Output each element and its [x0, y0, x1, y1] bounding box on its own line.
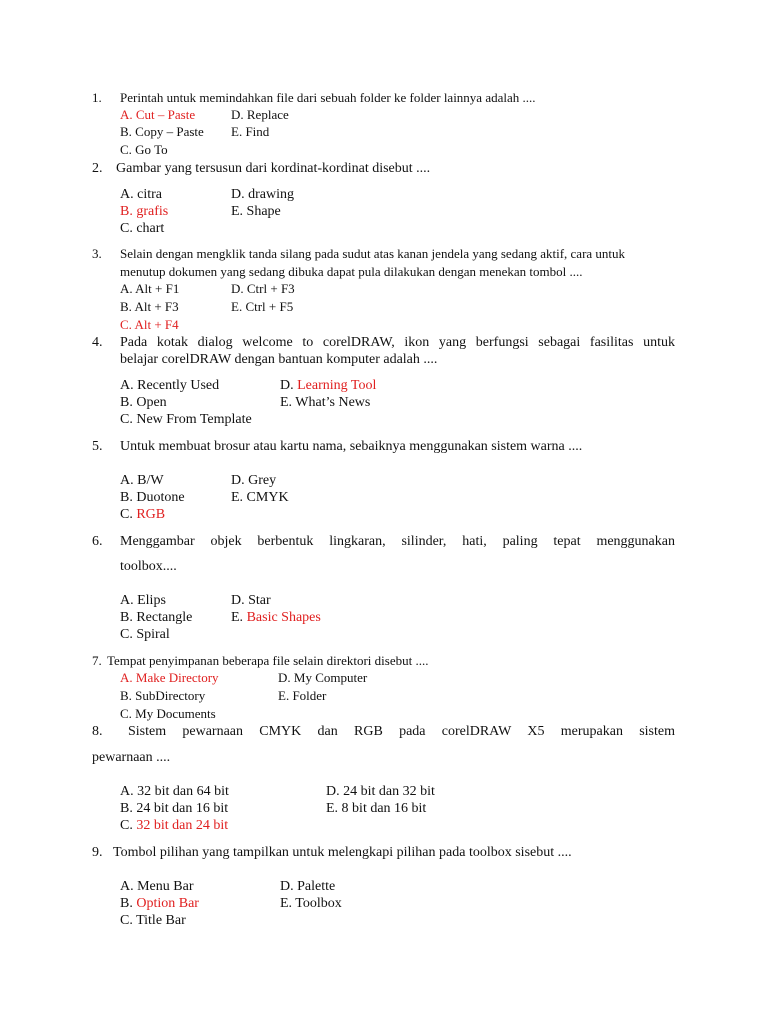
- question-text-line-1: Menggambar objek berbentuk lingkaran, silinder, hati, paling tepat menggunakan: [120, 534, 675, 549]
- question-text-line-2: belajar corelDRAW dengan bantuan komputer adalah ....: [120, 352, 438, 367]
- option-b: [120, 896, 199, 912]
- question-text: Tempat penyimpanan beberapa file selain direktori disebut ....: [107, 653, 429, 668]
- option-d: D. Palette: [280, 879, 336, 894]
- option-d: D. 24 bit dan 32 bit: [326, 784, 435, 799]
- option-c: C. Go To: [120, 142, 168, 157]
- option-d: D. Replace: [231, 107, 289, 122]
- option-c: C. My Documents: [120, 706, 216, 721]
- option-a: A. Make Directory: [120, 670, 219, 685]
- option-prefix: D.: [280, 378, 298, 393]
- option-a: A. Elips: [120, 593, 166, 608]
- option-d: [280, 378, 376, 394]
- option-a: A. citra: [120, 187, 162, 202]
- correct-answer: 32 bit dan 24 bit: [136, 818, 229, 833]
- option-a: A. Cut – Paste: [120, 107, 196, 122]
- question-number: 9.: [92, 845, 103, 860]
- question-text: Perintah untuk memindahkan file dari sebuah folder ke folder lainnya adalah ....: [120, 90, 536, 105]
- question-number: 2.: [92, 161, 103, 176]
- option-prefix: C.: [120, 818, 137, 833]
- question-text: Tombol pilihan yang tampilkan untuk melengkapi pilihan pada toolbox sisebut ....: [113, 845, 572, 860]
- option-e: E. Find: [231, 124, 270, 139]
- option-e: E. Toolbox: [280, 896, 342, 911]
- correct-answer: Learning Tool: [297, 378, 377, 393]
- question-number: 4.: [92, 335, 103, 350]
- option-b: B. Alt + F3: [120, 299, 179, 314]
- option-c: C. New From Template: [120, 412, 252, 427]
- correct-answer: RGB: [136, 507, 166, 522]
- option-a: A. Recently Used: [120, 378, 220, 393]
- option-b: B. SubDirectory: [120, 688, 206, 703]
- option-e: [231, 610, 321, 626]
- option-b: B. Open: [120, 395, 167, 410]
- option-b: B. Duotone: [120, 490, 185, 505]
- option-b: B. Copy – Paste: [120, 124, 204, 139]
- option-d: D. Ctrl + F3: [231, 281, 295, 296]
- question-text: Gambar yang tersusun dari kordinat-kordinat disebut ....: [116, 161, 431, 176]
- question-text-line-1: Selain dengan mengklik tanda silang pada sudut atas kanan jendela yang sedang aktif, cara untuk: [120, 246, 626, 261]
- correct-answer: Option Bar: [136, 896, 199, 911]
- option-a: A. 32 bit dan 64 bit: [120, 784, 229, 799]
- option-prefix: B.: [120, 896, 137, 911]
- option-c: [120, 507, 165, 523]
- option-a: A. Menu Bar: [120, 879, 194, 894]
- question-number: 7.: [92, 653, 102, 668]
- option-c: C. Spiral: [120, 627, 170, 642]
- option-c: C. Title Bar: [120, 913, 186, 928]
- option-a: A. B/W: [120, 473, 164, 488]
- question-number: 3.: [92, 246, 102, 261]
- option-c: C. chart: [120, 221, 165, 236]
- question-number: 1.: [92, 90, 102, 105]
- option-d: D. drawing: [231, 187, 294, 202]
- question-text-line-1: Pada kotak dialog welcome to corelDRAW, ikon yang berfungsi sebagai fasilitas untuk: [120, 335, 675, 350]
- option-e: E. CMYK: [231, 490, 289, 505]
- question-text-line-2: pewarnaan ....: [92, 750, 171, 765]
- option-b: B. 24 bit dan 16 bit: [120, 801, 229, 816]
- option-c: [120, 818, 228, 834]
- option-prefix: C.: [120, 507, 137, 522]
- option-prefix: E.: [231, 610, 247, 625]
- option-d: D. Grey: [231, 473, 277, 488]
- option-e: E. Ctrl + F5: [231, 299, 294, 314]
- question-text-line-2: menutup dokumen yang sedang dibuka dapat pula dilakukan dengan menekan tombol ....: [120, 264, 583, 279]
- option-e: E. 8 bit dan 16 bit: [326, 801, 427, 816]
- question-text-line-1: Sistem pewarnaan CMYK dan RGB pada corelDRAW X5 merupakan sistem: [128, 724, 675, 739]
- option-b: B. grafis: [120, 204, 169, 219]
- option-a: A. Alt + F1: [120, 281, 180, 296]
- option-e: E. What’s News: [280, 395, 371, 410]
- question-number: 8.: [92, 724, 103, 739]
- question-number: 5.: [92, 439, 103, 454]
- option-d: D. Star: [231, 593, 271, 608]
- correct-answer: Basic Shapes: [246, 610, 321, 625]
- option-d: D. My Computer: [278, 670, 368, 685]
- option-c: C. Alt + F4: [120, 317, 179, 332]
- question-text: Untuk membuat brosur atau kartu nama, sebaiknya menggunakan sistem warna ....: [120, 439, 583, 454]
- option-e: E. Folder: [278, 688, 327, 703]
- question-text-line-2: toolbox....: [120, 559, 177, 574]
- question-number: 6.: [92, 534, 103, 549]
- option-e: E. Shape: [231, 204, 281, 219]
- option-b: B. Rectangle: [120, 610, 193, 625]
